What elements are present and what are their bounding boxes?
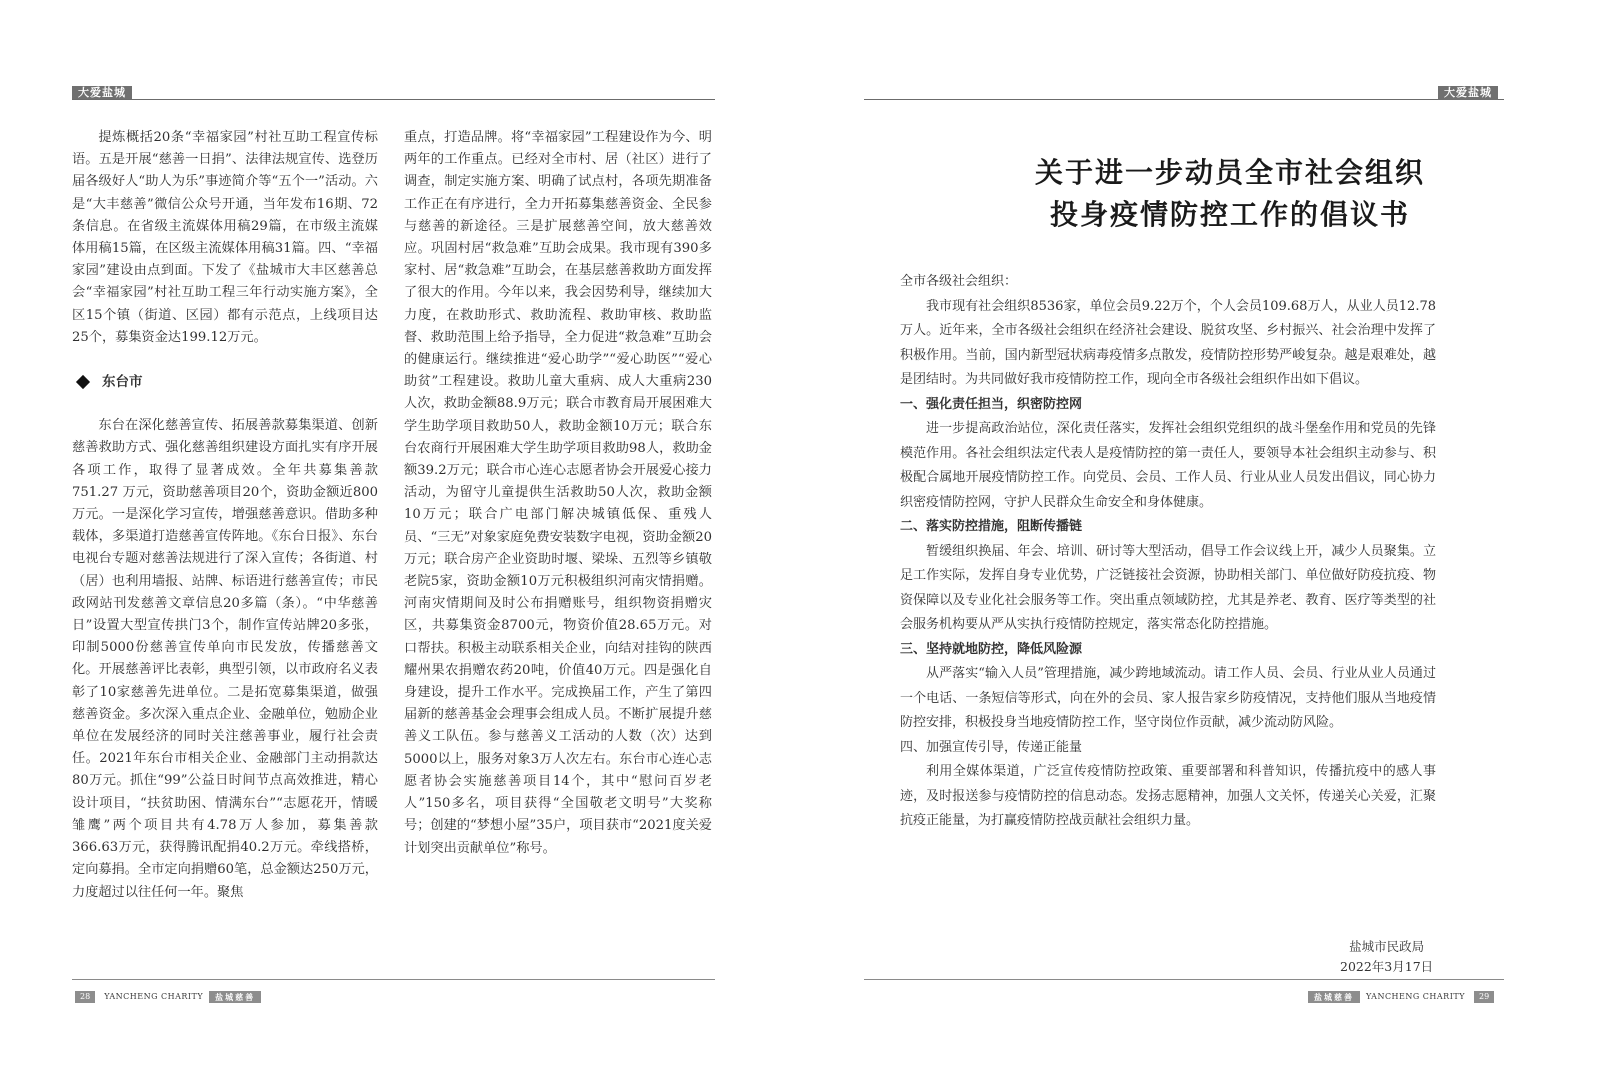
magazine-name-en: YANCHENG CHARITY <box>104 992 204 1001</box>
header-section-tab: 大爱盐城 <box>1438 86 1498 100</box>
section-subhead <box>72 371 378 393</box>
paragraph: 进一步提高政治站位，深化责任落实，发挥社会组织党组织的战斗堡垒作用和党员的先锋模范作用。各社会组织法定代表人是疫情防控的第一责任人，要领导本社会组织主动参与、积极配合属地开展疫情防控工作。向党员、会员、工作人员、行业从业人员发出倡议，同心协力织密疫情防控网，守护人民群众生命安全和身体健康。 <box>900 421 1436 510</box>
signature-date: 2022年3月17日 <box>1340 959 1434 974</box>
paragraph: 暂缓组织换届、年会、培训、研讨等大型活动，倡导工作会议线上开，减少人员聚集。立足工作实际，发挥自身专业优势，广泛链接社会资源，协助相关部门、单位做好防疫抗疫、物资保障以及专业化社会服务等工作。突出重点领域防控，尤其是养老、教育、医疗等类型的社会服务机构要从严从实执行疫情防控规定，落实常态化防控措施。 <box>900 543 1436 632</box>
document-title <box>860 152 1600 236</box>
paragraph: 重点，打造品牌。将“幸福家园”工程建设作为今、明两年的工作重点。已经对全市村、居（社区）进行了调查，制定实施方案、明确了试点村，各项先期准备工作正在有序进行，全力开拓募集慈善资金、全民参与慈善的新途径。三是扩展慈善空间，放大慈善效应。巩固村居“救急难”互助会成果。我市现有390多家村、居“救急难”互助会，在基层慈善救助方面发挥了很大的作用。今年以来，我会因势利导，继续加大力度，在救助形式、救助流程、救助审核、救助监督、救助范围上给予指导，全力促进“救急难”互助会的健康运行。继续推进“爱心助学”“爱心助医”“爱心助贫”工程建设。救助儿童大重病、成人大重病230人次，救助金额88.9万元；联合市教育局开展困难大学生助学项目救助50人，救助金额10万元；联合东台农商行开展困难大学生助学项目救助98人，救助金额39.2万元；联合市心连心志愿者协会开展爱心接力活动，为留守儿童提供生活救助50人次，救助金额10万元；联合广电部门解决城镇低保、重残人员、“三无”对象家庭免费安装数字电视，资助金额20万元；联合房产企业资助时堰、梁垛、五烈等乡镇敬老院5家，资助金额10万元积极组织河南灾情捐赠。河南灾情期间及时公布捐赠账号，组织物资捐赠灾区，共募集资金8700元，物资价值28.65万元。对口帮扶。积极主动联系相关企业，向结对挂钩的陕西耀州果农捐赠农药20吨，价值40万元。四是强化自身建设，提升工作水平。完成换届工作，产生了第四届新的慈善基金会理事会组成人员。不断扩展提升慈善义工队伍。参与慈善义工活动的人数（次）达到5000以上，服务对象3万人次左右。东台市心连心志愿者协会实施慈善项目14个，其中“慰问百岁老人”150多名，项目获得“全国敬老文明号”大奖称号；创建的“梦想小屋”35户，项目获市“2021度关爱计划突出贡献单位”称号。 <box>404 130 712 856</box>
page-number: 28 <box>75 991 95 1003</box>
paragraph: 东台在深化慈善宣传、拓展善款募集渠道、创新慈善救助方式、强化慈善组织建设方面扎实有序开展各项工作，取得了显著成效。全年共募集善款751.27 万元，资助慈善项目20个，资助金额近800万元。一是深化学习宣传，增强慈善意识。借助多种载体，多渠道打造慈善宣传阵地。《东台日报》、东台电视台专题对慈善法规进行了深入宣传；各街道、村（居）也利用墙报、站牌、标语进行慈善宣传；市民政网站刊发慈善文章信息20多篇（条）。“中华慈善日”设置大型宣传拱门3个，制作宣传站牌20多张，印制5000份慈善宣传单向市民发放，传播慈善文化。开展慈善评比表彰，典型引领，以市政府名义表彰了10家慈善先进单位。二是拓宽募集渠道，做强慈善资金。多次深入重点企业、金融单位，勉励企业单位在发展经济的同时关注慈善事业，履行社会责任。2021年东台市相关企业、金融部门主动捐款达80万元。抓住“99”公益日时间节点高效推进，精心设计项目，“扶贫助困、情满东台”“志愿花开，情暖雏鹰”两个项目共有4.78万人参加，募集善款366.63万元，获得腾讯配捐40.2万元。牵线搭桥，定向募捐。全市定向捐赠60笔，总金额达250万元，力度超过以往任何一年。聚焦 <box>72 418 378 900</box>
paragraph: 提炼概括20条“幸福家园”村社互助工程宣传标语。五是开展“慈善一日捐”、法律法规宣传、选登历届各级好人“助人为乐”事迹简介等“五个一”活动。六是“大丰慈善”微信公众号开通，当年发布16期、72条信息。在省级主流媒体用稿29篇，在市级主流媒体用稿15篇，在区级主流媒体用稿31篇。四、“幸福家园”建设由点到面。下发了《盐城市大丰区慈善总会“幸福家园”村社互助工程三年行动实施方案》，全区15个镇（街道、区园）都有示范点，上线项目达25个，募集资金达199.12万元。 <box>72 130 378 345</box>
page-footer <box>72 991 261 1003</box>
section-heading: 二、落实防控措施，阻断传播链 <box>900 519 1083 534</box>
page-number: 29 <box>1474 991 1494 1003</box>
title-line: 投身疫情防控工作的倡议书 <box>1049 198 1410 231</box>
footer-rule <box>864 979 1504 980</box>
left-page <box>0 0 760 1090</box>
right-page <box>860 0 1600 1090</box>
section-heading: 四、加强宣传引导，传递正能量 <box>900 739 1083 755</box>
paragraph: 我市现有社会组织8536家，单位会员9.22万个，个人会员109.68万人，从业人员12.78万人。近年来，全市各级社会组织在经济社会建设、脱贫攻坚、乡村振兴、社会治理中发挥了积极作用。当前，国内新型冠状病毒疫情多点散发，疫情防控形势严峻复杂。越是艰难处，越是团结时。为共同做好我市疫情防控工作，现向全市各级社会组织作出如下倡议。 <box>900 298 1436 387</box>
header-rule <box>72 99 715 100</box>
article-column-1 <box>72 127 378 904</box>
article-column-2 <box>404 127 712 860</box>
proposal-body <box>900 270 1436 834</box>
diamond-bullet-icon <box>76 375 90 389</box>
header-section-tab: 大爱盐城 <box>72 86 132 100</box>
paragraph: 利用全媒体渠道，广泛宣传疫情防控政策、重要部署和科普知识，传播抗疫中的感人事迹，及时报送参与疫情防控的信息动态。发扬志愿精神，加强人文关怀，传递关心关爱，汇聚抗疫正能量，为打赢疫情防控战贡献社会组织力量。 <box>900 764 1436 828</box>
magazine-name-cn: 盐城慈善 <box>1308 991 1360 1003</box>
signature-block <box>1340 937 1433 977</box>
section-heading: 一、强化责任担当，织密防控网 <box>900 396 1083 412</box>
subhead-label: 东台市 <box>102 374 143 391</box>
signature-organization: 盐城市民政局 <box>1349 939 1425 954</box>
magazine-name-cn: 盐城慈善 <box>209 991 261 1003</box>
paragraph: 从严落实“输入人员”管理措施，减少跨地域流动。请工作人员、会员、行业从业人员通过一个电话、一条短信等形式，向在外的会员、家人报告家乡防疫情况，支持他们服从当地疫情防控安排，积极投身当地疫情防控工作，坚守岗位作贡献，减少流动防风险。 <box>900 666 1436 730</box>
magazine-name-en: YANCHENG CHARITY <box>1366 992 1465 1001</box>
page-footer <box>1308 991 1497 1003</box>
section-heading: 三、坚持就地防控，降低风险源 <box>900 641 1083 657</box>
salutation: 全市各级社会组织： <box>900 274 1018 289</box>
header-rule <box>864 99 1504 100</box>
footer-rule <box>72 979 715 980</box>
title-line: 关于进一步动员全市社会组织 <box>1034 156 1425 189</box>
